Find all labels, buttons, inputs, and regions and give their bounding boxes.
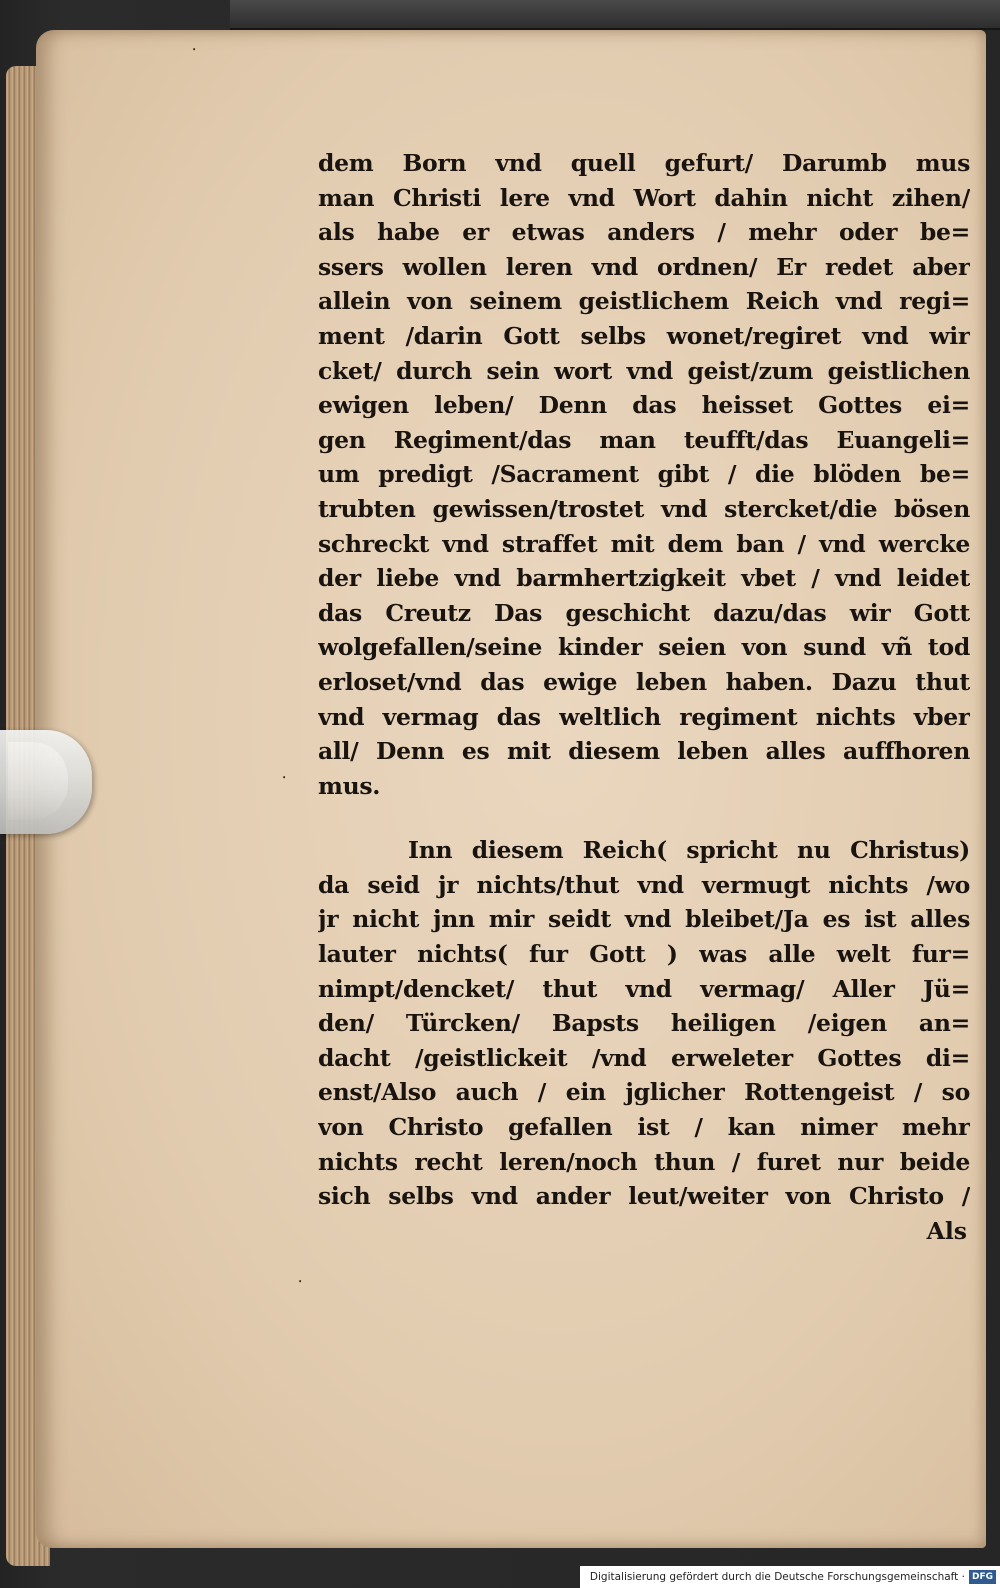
text-line: um predigt /Sacrament gibt / die blöden be= (318, 460, 970, 489)
book-cover-edge (230, 0, 1000, 30)
text-line: erloset/vnd das ewige leben haben. Dazu thut (318, 667, 970, 696)
footer-credit: Digitalisierung gefördert durch die Deutsche Forschungsgemeinschaft · (589, 1571, 965, 1583)
text-line: lauter nichts( fur Gott ) was alle welt fur= (318, 940, 970, 969)
text-line: dem Born vnd quell gefurt/ Darumb mus (318, 149, 970, 177)
text-line: schreckt vnd straffet mit dem ban / vnd wercke (318, 529, 970, 558)
text-line: ewigen leben/ Denn das heisset Gottes ei= (318, 391, 970, 420)
page-text (318, 146, 970, 1214)
text-line: gen Regiment/das man teufft/das Euangeli= (318, 425, 970, 454)
dfg-logo: DFG (969, 1570, 996, 1584)
text-line: dacht /geistlickeit /vnd erweleter Gottes di= (318, 1043, 970, 1072)
text-line: all/ Denn es mit diesem leben alles auffhoren (318, 737, 970, 766)
text-line: cket/ durch sein wort vnd geist/zum geistlichen (318, 356, 970, 385)
text-line: das Creutz Das geschicht dazu/das wir Gott (318, 598, 970, 627)
catchword: Als (926, 1217, 967, 1245)
text-line: allein von seinem geistlichem Reich vnd regi= (318, 287, 970, 316)
page-clip (0, 730, 92, 834)
text-line: man Christi lere vnd Wort dahin nicht zihen/ (318, 183, 970, 212)
paragraph-gap (318, 803, 970, 833)
text-line: als habe er etwas anders / mehr oder be= (318, 218, 970, 247)
text-line: jr nicht jnn mir seidt vnd bleibet/Ja es ist alles (318, 905, 970, 934)
text-line: ment /darin Gott selbs wonet/regiret vnd wir (318, 321, 970, 350)
text-line: mus. (318, 771, 381, 800)
text-line: nimpt/dencket/ thut vnd vermag/ Aller Jü= (318, 974, 970, 1003)
text-line: vnd vermag das weltlich regiment nichts vber (318, 702, 970, 731)
text-line: enst/Also auch / ein jglicher Rottengeist / so (318, 1078, 970, 1107)
page-speck: ⸱ (192, 40, 197, 59)
text-line: ssers wollen leren vnd ordnen/ Er redet aber (318, 252, 970, 281)
page-speck: ⸱ (298, 1272, 303, 1291)
text-line: wolgefallen/seine kinder seien von sund vñ tod (318, 633, 970, 662)
page-speck: ⸱ (282, 768, 287, 787)
text-line: da seid jr nichts/thut vnd vermugt nichts /wo (318, 870, 970, 899)
text-line: sich selbs vnd ander leut/weiter von Christo / (318, 1182, 970, 1211)
text-line: Inn diesem Reich( spricht nu Christus) (408, 836, 970, 865)
text-line: der liebe vnd barmhertzigkeit vbet / vnd leidet (318, 564, 970, 593)
text-line: von Christo gefallen ist / kan nimer mehr (318, 1113, 970, 1142)
digitization-footer (580, 1566, 1000, 1588)
text-line: den/ Türcken/ Bapsts heiligen /eigen an= (318, 1009, 970, 1038)
text-line: trubten gewissen/trostet vnd stercket/die bösen (318, 494, 970, 523)
text-line: nichts recht leren/noch thun / furet nur beide (318, 1147, 970, 1176)
